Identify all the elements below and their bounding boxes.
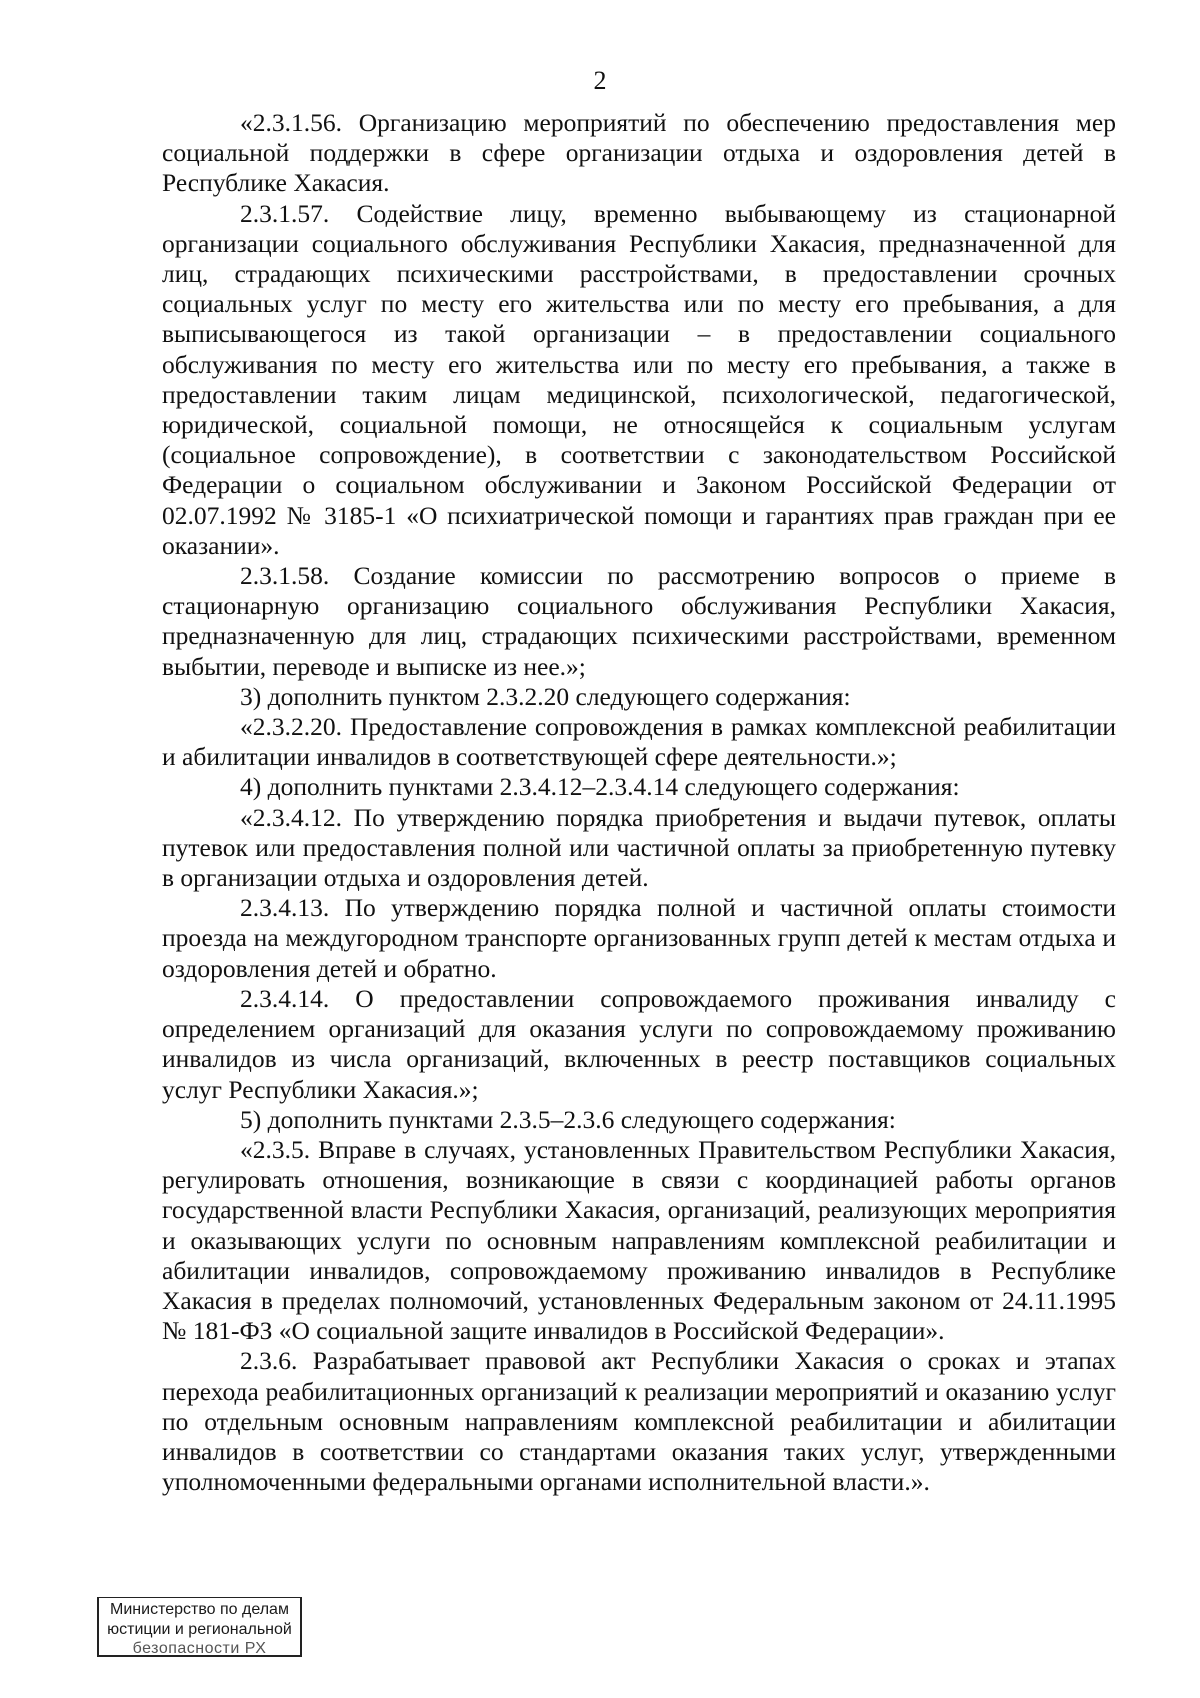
amendment-item-3: 3) дополнить пунктом 2.3.2.20 следующего содержания: — [240, 681, 851, 711]
paragraph-2-3-4-13: 2.3.4.13. По утверждению порядка полной и частичной оплаты стоимости проезда на междугородном транспорте организованных групп детей к местам отдыха и оздоровления детей и обратно. — [162, 893, 1116, 983]
page-number: 2 — [593, 66, 607, 95]
amendment-item-4: 4) дополнить пунктами 2.3.4.12–2.3.4.14 следующего содержания: — [240, 772, 960, 802]
stamp-line-1: Министерство по делам — [110, 1601, 289, 1618]
paragraph-2-3-2-20: «2.3.2.20. Предоставление сопровождения в рамках комплексной реабилитации и абилитации инвалидов в соответствующей сфере деятельности.»; — [162, 712, 1116, 772]
stamp-line-2: юстиции и региональной — [107, 1620, 292, 1638]
paragraph-2-3-5: «2.3.5. Вправе в случаях, установленных Правительством Республики Хакасия, регулировать отношения, возникающие в связи с координацией работы органов государственной власти Республики Хакасия, организаций, реализующих мероприятия и оказывающих услуги по основным направлениям комплексной реабилитации и абилитации инвалидов, сопровождаемому проживанию инвалидов в Республике Хакасия в пределах полномочий, установленных Федеральным законом от 24.11.1995 № 181-ФЗ «О социальной защите инвалидов в Российской Федерации». — [162, 1134, 1116, 1346]
stamp-line-3: безопасности РХ — [132, 1640, 267, 1657]
amendment-item-5: 5) дополнить пунктами 2.3.5–2.3.6 следующего содержания: — [240, 1104, 896, 1134]
paragraph-2-3-6: 2.3.6. Разрабатывает правовой акт Республики Хакасия о сроках и этапах перехода реабилитационных организаций к реализации мероприятий и оказанию услуг по отдельным основным направлениям комплексной реабилитации и абилитации инвалидов в соответствии со стандартами оказания таких услуг, утвержденными уполномоченными федеральными органами исполнительной власти.». — [162, 1346, 1116, 1497]
paragraph-2-3-1-56: «2.3.1.56. Организацию мероприятий по обеспечению предоставления мер социальной поддержки в сфере организации отдыха и оздоровления детей в Республике Хакасия. — [162, 108, 1116, 198]
paragraph-2-3-4-12: «2.3.4.12. По утверждению порядка приобретения и выдачи путевок, оплаты путевок или предоставления полной или частичной оплаты за приобретенную путевку в организации отдыха и оздоровления детей. — [162, 802, 1116, 893]
paragraph-2-3-4-14: 2.3.4.14. О предоставлении сопровождаемого проживания инвалиду с определением организаций для оказания услуги по сопровождаемому проживанию инвалидов из числа организаций, включенных в реестр поставщиков социальных услуг Республики Хакасия.»; — [162, 983, 1116, 1104]
paragraph-2-3-1-58: 2.3.1.58. Создание комиссии по рассмотрению вопросов о приеме в стационарную организацию социального обслуживания Республики Хакасия, предназначенную для лиц, страдающих психическими расстройствами, временном выбытии, переводе и выписке из нее.»; — [162, 561, 1116, 681]
ministry-stamp — [97, 1597, 302, 1657]
paragraph-2-3-1-57: 2.3.1.57. Содействие лицу, временно выбывающему из стационарной организации социального обслуживания Республики Хакасия, предназначенной для лиц, страдающих психическими расстройствами, в предоставлении срочных социальных услуг по месту его жительства или по месту его пребывания, а для выписывающегося из такой организации – в предоставлении социального обслуживания по месту его жительства или по месту его пребывания, а также в предоставлении таким лицам медицинской, психологической, педагогической, юридической, социальной помощи, не относящейся к социальным услугам (социальное сопровождение), в соответствии с законодательством Российской Федерации о социальном обслуживании и Законом Российской Федерации от 02.07.1992 № 3185-1 «О психиатрической помощи и гарантиях прав граждан при ее оказании». — [162, 198, 1116, 560]
document-body — [162, 108, 1116, 1497]
